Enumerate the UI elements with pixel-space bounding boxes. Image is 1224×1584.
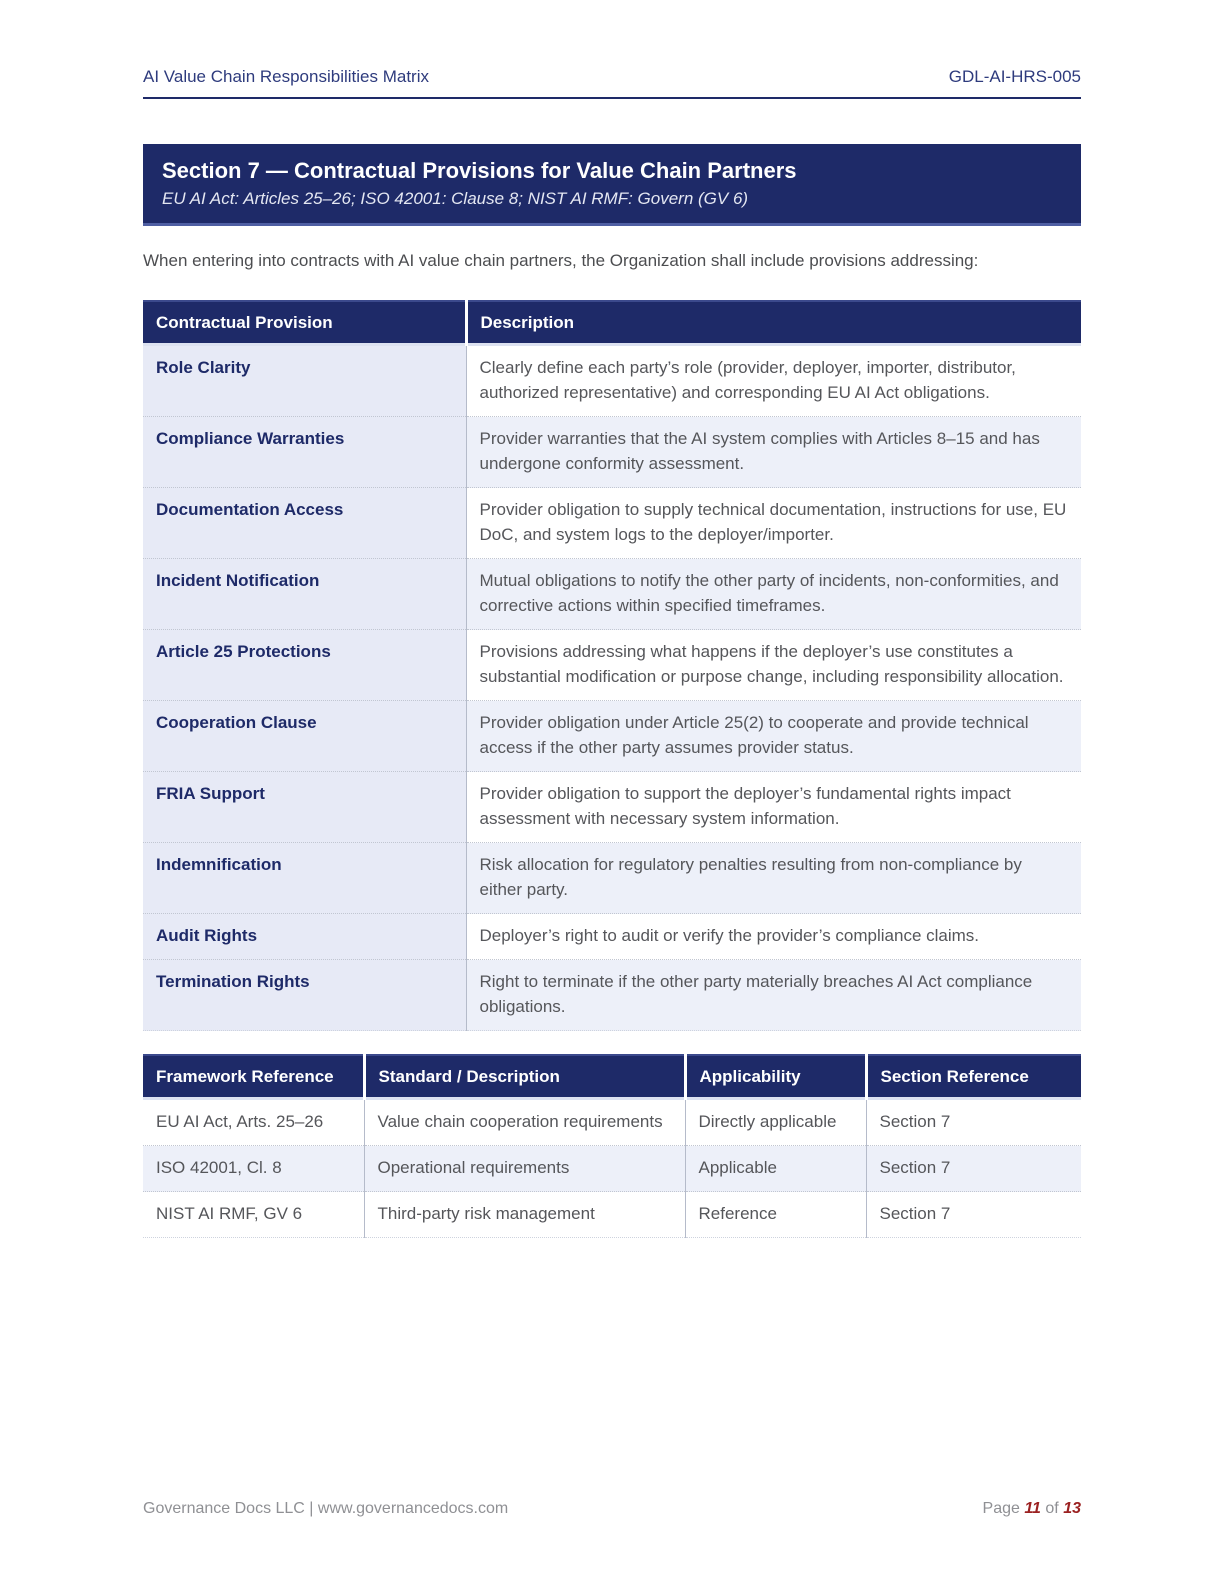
table-row xyxy=(143,630,1081,701)
description-cell: Provider obligation to support the deployer’s fundamental rights impact assessment with necessary system information. xyxy=(466,772,1081,843)
footer-of-label: of xyxy=(1045,1500,1059,1517)
provision-cell: Documentation Access xyxy=(143,488,466,559)
section-subtitle: EU AI Act: Articles 25–26; ISO 42001: Clause 8; NIST AI RMF: Govern (GV 6) xyxy=(162,189,749,208)
description-cell: Provisions addressing what happens if the deployer’s use constitutes a substantial modification or purpose change, including responsibility allocation. xyxy=(466,630,1081,701)
footer-page-current: 11 xyxy=(1024,1500,1041,1517)
description-cell: Risk allocation for regulatory penalties resulting from non-compliance by either party. xyxy=(466,843,1081,914)
table-row xyxy=(143,1192,1081,1238)
table-row xyxy=(143,960,1081,1031)
intro-paragraph: When entering into contracts with AI value chain partners, the Organization shall include provisions addressing: xyxy=(143,251,979,270)
footer-page-label: Page xyxy=(982,1500,1020,1517)
header-document-title: AI Value Chain Responsibilities Matrix xyxy=(143,67,429,86)
framework-reference-table xyxy=(143,1054,1081,1238)
framework-cell: NIST AI RMF, GV 6 xyxy=(143,1192,364,1238)
description-cell: Mutual obligations to notify the other party of incidents, non-conformities, and corrective actions within specified timeframes. xyxy=(466,559,1081,630)
description-cell: Provider obligation under Article 25(2) to cooperate and provide technical access if the other party assumes provider status. xyxy=(466,701,1081,772)
footer-company-info: Governance Docs LLC | www.governancedocs.com xyxy=(143,1500,509,1517)
standard-cell: Value chain cooperation requirements xyxy=(364,1099,685,1146)
table-row xyxy=(143,417,1081,488)
section-reference-cell: Section 7 xyxy=(866,1099,1081,1146)
table-header-row xyxy=(143,1055,1081,1099)
table-row xyxy=(143,345,1081,417)
table-header-row xyxy=(143,301,1081,345)
running-header xyxy=(143,0,1081,99)
framework-cell: EU AI Act, Arts. 25–26 xyxy=(143,1099,364,1146)
footer-page-indicator xyxy=(983,1498,1081,1519)
provision-cell: Role Clarity xyxy=(143,345,466,417)
provision-cell: Cooperation Clause xyxy=(143,701,466,772)
table-row xyxy=(143,701,1081,772)
provision-cell: Compliance Warranties xyxy=(143,417,466,488)
description-cell: Provider warranties that the AI system complies with Articles 8–15 and has undergone conformity assessment. xyxy=(466,417,1081,488)
table-row xyxy=(143,1099,1081,1146)
table-row xyxy=(143,914,1081,960)
provision-cell: FRIA Support xyxy=(143,772,466,843)
description-cell: Deployer’s right to audit or verify the provider’s compliance claims. xyxy=(466,914,1081,960)
column-header-provision: Contractual Provision xyxy=(143,301,466,345)
header-document-code: GDL-AI-HRS-005 xyxy=(948,67,1081,86)
provision-cell: Audit Rights xyxy=(143,914,466,960)
applicability-cell: Directly applicable xyxy=(685,1099,866,1146)
footer-page-total: 13 xyxy=(1063,1500,1081,1517)
section-reference-cell: Section 7 xyxy=(866,1192,1081,1238)
section-title: Section 7 — Contractual Provisions for Value Chain Partners xyxy=(162,158,797,183)
column-header-standard-description: Standard / Description xyxy=(364,1055,685,1099)
applicability-cell: Reference xyxy=(685,1192,866,1238)
section-reference-cell: Section 7 xyxy=(866,1146,1081,1192)
section-banner xyxy=(143,144,1081,226)
applicability-cell: Applicable xyxy=(685,1146,866,1192)
standard-cell: Third-party risk management xyxy=(364,1192,685,1238)
provision-cell: Indemnification xyxy=(143,843,466,914)
column-header-description: Description xyxy=(466,301,1081,345)
table-row xyxy=(143,488,1081,559)
description-cell: Provider obligation to supply technical documentation, instructions for use, EU DoC, and system logs to the deployer/importer. xyxy=(466,488,1081,559)
column-header-applicability: Applicability xyxy=(685,1055,866,1099)
column-header-section-reference: Section Reference xyxy=(866,1055,1081,1099)
table-row xyxy=(143,559,1081,630)
table-row xyxy=(143,772,1081,843)
framework-cell: ISO 42001, Cl. 8 xyxy=(143,1146,364,1192)
provision-cell: Incident Notification xyxy=(143,559,466,630)
description-cell: Right to terminate if the other party materially breaches AI Act compliance obligations. xyxy=(466,960,1081,1031)
column-header-framework-reference: Framework Reference xyxy=(143,1055,364,1099)
provision-cell: Article 25 Protections xyxy=(143,630,466,701)
contractual-provisions-table xyxy=(143,300,1081,1031)
table-row xyxy=(143,843,1081,914)
description-cell: Clearly define each party’s role (provider, deployer, importer, distributor, authorized representative) and corresponding EU AI Act obligations. xyxy=(466,345,1081,417)
provision-cell: Termination Rights xyxy=(143,960,466,1031)
standard-cell: Operational requirements xyxy=(364,1146,685,1192)
table-row xyxy=(143,1146,1081,1192)
running-footer xyxy=(143,1498,1081,1519)
